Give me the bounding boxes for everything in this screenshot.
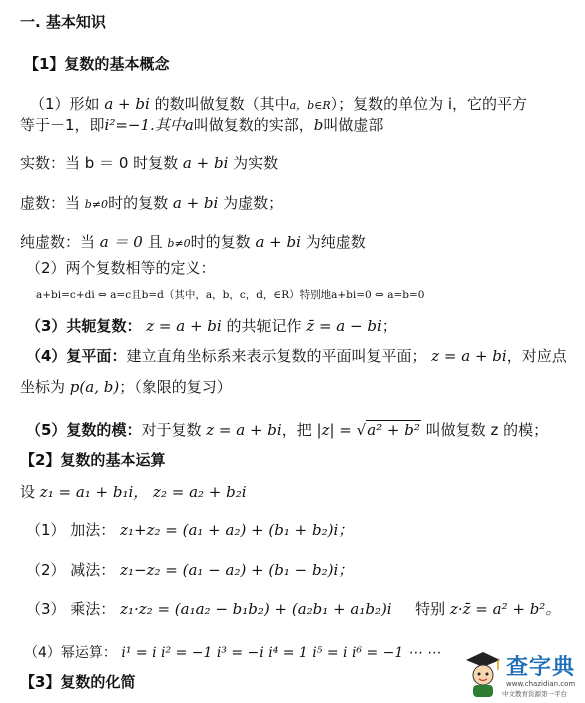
math-point: p(a, b) [69, 378, 120, 396]
text: 设 [20, 483, 36, 501]
math-expr: z₁+z₂ = (a₁ + a₂) + (b₁ + b₂)i； [120, 521, 354, 539]
label: （5）复数的模： [26, 421, 142, 439]
math-cond: b≠0 [84, 198, 109, 211]
math-modulus: |z| = [316, 421, 357, 439]
math-cond: b≠0 [167, 237, 191, 250]
text: 为虚数； [223, 194, 284, 212]
text: 时的复数 [108, 194, 169, 212]
paragraph-definition-line2 [20, 117, 383, 134]
real-number-definition [20, 155, 278, 172]
math-conj: z̄ = a − bi [306, 317, 382, 335]
math-expr: z₁·z₂ = (a₁a₂ − b₁b₂) + (a₂b₁ + a₁b₂)i [120, 600, 392, 618]
text: ； [381, 317, 397, 335]
text: ，把 [281, 421, 312, 439]
math-expr: a + bi [172, 194, 219, 212]
imaginary-number-definition [20, 195, 283, 212]
math-expr: z = a + bi [146, 317, 222, 335]
math-var: a [184, 116, 194, 134]
math-cond: a ＝ 0 [99, 233, 143, 251]
section-title-simplification: 【3】复数的化简 [20, 673, 136, 691]
pure-imaginary-definition [20, 234, 366, 251]
text: 的数叫做复数（其中 [154, 95, 290, 113]
equality-formula: a+bi=c+di ⇔ a=c且b=d（其中，a，b，c，d，∈R）特别地a+bi=0 ⇔ a=b=0 [36, 289, 425, 301]
sqrt-icon: √ [356, 421, 367, 439]
math-expr: a + bi [255, 233, 301, 251]
text: 叫做复数的实部， [193, 116, 314, 134]
logo-title: 查字典 [506, 655, 576, 680]
section-title-concepts: 【1】复数的基本概念 [24, 55, 170, 73]
complex-plane-line2 [20, 379, 232, 396]
label: （4）复平面： [26, 347, 127, 365]
math-expr: z·z̄ = a² + b²。 [449, 600, 561, 618]
math-expr: i¹ = i i² = −1 i³ = −i i⁴ = 1 i⁵ = i i⁶ = −1 ⋯ ⋯ [121, 645, 441, 661]
math-expr: z₁−z₂ = (a₁ − a₂) + (b₁ − b₂)i； [120, 561, 354, 579]
text: 叫做虚部 [323, 116, 384, 134]
section-heading: 一. 基本知识 [20, 13, 106, 31]
label: （1） 加法： [26, 521, 116, 539]
text: 等于－1，即 [20, 116, 105, 134]
text: 实数：当 b ＝ 0 时复数 [20, 154, 179, 172]
addition-rule [26, 522, 353, 539]
logo-url: www.chazidian.com [506, 680, 576, 688]
complex-plane-line1 [26, 348, 567, 365]
conjugate-definition [26, 318, 397, 335]
text: 对于复数 [141, 421, 202, 439]
text: 叫做复数 z 的模； [425, 421, 549, 439]
math-radicand: a² + b² [367, 421, 420, 439]
power-rule [24, 646, 440, 661]
paragraph-definition-line1 [30, 96, 527, 113]
text: 纯虚数：当 [20, 233, 96, 251]
math-expr: z₁ = a₁ + b₁i， z₂ = a₂ + b₂i [39, 483, 247, 501]
multiplication-rule [26, 601, 560, 618]
label: （4）幂运算： [24, 645, 117, 661]
label: （3） 乘法： [26, 600, 116, 618]
text: 时的复数 [190, 233, 251, 251]
operations-setup [20, 484, 247, 501]
text: 特别 [415, 600, 446, 618]
text: 且 [147, 233, 163, 251]
math-expr: z = a + bi [431, 347, 507, 365]
site-logo [462, 648, 582, 700]
logo-tagline: 中文教育资源第一平台 [502, 690, 567, 698]
math-expr: z = a + bi [206, 421, 282, 439]
text: ，对应点 [506, 347, 567, 365]
text: 坐标为 [20, 378, 66, 396]
text: ）；复数的单位为 i，它的平方 [330, 95, 528, 113]
math-cond: a，b∈R [289, 99, 331, 112]
equality-definition-title: （2）两个复数相等的定义： [26, 259, 216, 277]
math-eq: i²=−1. [104, 116, 155, 134]
scholar-mascot-icon [462, 648, 504, 700]
text: 为纯虚数 [305, 233, 366, 251]
label: （2） 减法： [26, 561, 116, 579]
text: 为实数 [233, 154, 279, 172]
section-title-operations: 【2】复数的基本运算 [20, 451, 166, 469]
text: 虚数：当 [20, 194, 81, 212]
text: 的共轭记作 [226, 317, 302, 335]
subtraction-rule [26, 562, 353, 579]
text: （1）形如 [30, 95, 100, 113]
math-expr: a + bi [182, 154, 229, 172]
text: ；（象限的复习） [119, 378, 232, 396]
label: （3）共轭复数： [26, 317, 142, 335]
math-var: b [313, 116, 324, 134]
modulus-definition [26, 422, 548, 439]
text: 其中 [154, 116, 185, 134]
text: 建立直角坐标系来表示复数的平面叫复平面； [126, 347, 427, 365]
math-expr: a + bi [104, 95, 150, 113]
